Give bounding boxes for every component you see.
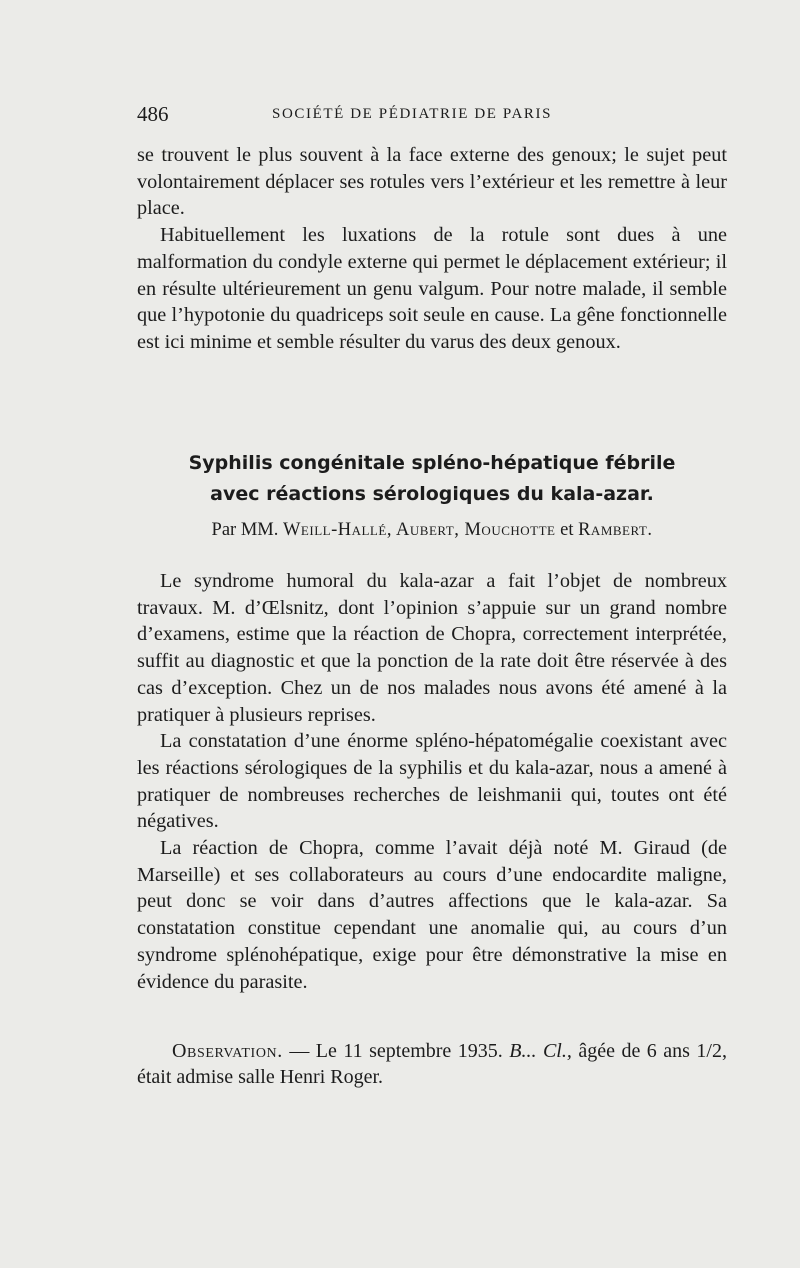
page-header [137,102,727,132]
paragraph: La constatation d’une énorme spléno-hépatomégalie coexistant avec les réactions sérologiques de la syphilis et du kala-azar, nous a amené à pratiquer de nombreuses recherches de leishmanii qui, toutes ont été négatives. [137,730,727,833]
author-names: Weill-Hallé, Aubert, Mouchotte [282,520,556,540]
paragraph: La réaction de Chopra, comme l’avait déjà noté M. Giraud (de Marseille) et ses collaborateurs au cours d’une endocardite maligne, peut donc se voir dans d’autres affections que le kala-azar. Sa constatation constitue cependant une anomalie qui, au cours d’un syndrome splénohépatique, exige pour être démonstrative la mise en évidence du parasite. [137,837,727,993]
paragraph: Habituellement les luxations de la rotule sont dues à une malformation du condyle externe qui permet le déplacement extérieur; il en résulte ultérieurement un genu valgum. Pour notre malade, il semble que l’hypotonie du quadriceps soit seule en cause. La gêne fonctionnelle est ici minime et semble résulter du varus des deux genoux. [137,224,727,353]
title-line: avec réactions sérologiques du kala-azar. [210,483,654,505]
observation-rest: âgée de 6 ans 1/2, était admise salle Henri Roger. [137,1040,727,1088]
observation-paragraph [137,1038,727,1090]
byline-conjunction: et [560,520,574,540]
observation-date: — Le 11 septembre 1935. [282,1040,510,1062]
observation-text [137,1038,727,1090]
paragraph: se trouvent le plus souvent à la face externe des genoux; le sujet peut volontairement déplacer ses rotules vers l’extérieur et les remettre à leur place. [137,144,727,220]
article-title [137,448,727,510]
byline [137,517,727,543]
patient-initials: B... Cl., [509,1040,572,1062]
page-number: 486 [137,102,169,126]
previous-article-text [137,142,727,356]
running-head: SOCIÉTÉ DE PÉDIATRIE DE PARIS [272,106,553,122]
byline-prefix: Par MM. [211,520,279,540]
paragraph: Le syndrome humoral du kala-azar a fait l’objet de nombreux travaux. M. d’Œlsnitz, dont l’opinion s’appuie sur un grand nombre d’examens, estime que la réaction de Chopra, correctement interprétée, suffit au diagnostic et que la ponction de la rate doit être réservée à des cas d’exception. Chez un de nos malades nous avons été amené à la pratiquer à plusieurs reprises. [137,570,727,726]
observation-label: Observation. [172,1040,283,1062]
last-author: Rambert. [578,520,653,540]
article-body [137,568,727,995]
title-line: Syphilis congénitale spléno-hépatique fébrile [188,452,676,474]
